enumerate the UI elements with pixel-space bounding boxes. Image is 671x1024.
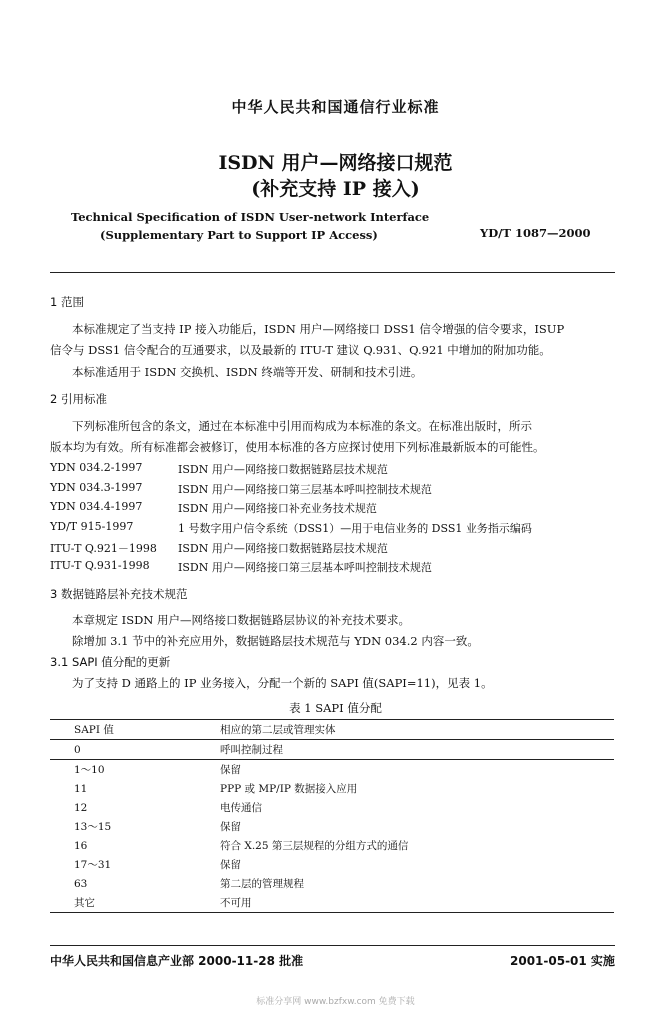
subsection-heading: 3.1 SAPI 值分配的更新 (50, 655, 171, 669)
table-row (50, 893, 614, 913)
section-3-heading: 3 数据链路层补充技术规范 (50, 587, 188, 601)
table-cell: 0 (50, 740, 214, 760)
implementation-date: 2001-05-01 实施 (510, 954, 615, 968)
sapi-table (50, 719, 614, 913)
standard-type: 中华人民共和国通信行业标准 (231, 98, 440, 116)
english-subtitle: (Supplementary Part to Support IP Access) (100, 228, 378, 242)
reference-title: ISDN 用户—网络接口第三层基本呼叫控制技术规范 (178, 561, 432, 574)
reference-code: YDN 034.2-1997 (50, 461, 143, 474)
table-cell: 13～15 (74, 821, 112, 833)
paragraph: 为了支持 D 通路上的 IP 业务接入，分配一个新的 SAPI 值(SAPI=11)，见表 1。 (72, 676, 493, 690)
table-cell: 第二层的管理规程 (220, 878, 304, 890)
footer-divider (50, 945, 615, 946)
approval-line: 中华人民共和国信息产业部 2000-11-28 批准 (50, 954, 304, 968)
section-2-heading: 2 引用标准 (50, 392, 107, 406)
reference-title: ISDN 用户—网络接口数据链路层技术规范 (178, 463, 388, 476)
table-cell: PPP 或 MP/IP 数据接入应用 (220, 783, 358, 795)
table-cell: 保留 (220, 821, 241, 833)
paragraph: 信令与 DSS1 信令配合的互通要求，以及最新的 ITU-T 建议 Q.931、Q.921 中增加的附加功能。 (50, 343, 551, 357)
column-header: SAPI 值 (74, 724, 114, 736)
watermark-text: 标准分享网 www.bzfxw.com 免费下载 (256, 997, 415, 1007)
table-row (50, 874, 614, 893)
table-cell: 11 (74, 782, 88, 795)
table-cell: 其它 (74, 897, 95, 909)
paragraph: 下列标准所包含的条文，通过在本标准中引用而构成为本标准的条文。在标准出版时，所示 (72, 419, 532, 433)
paragraph: 本章规定 ISDN 用户—网络接口数据链路层协议的补充技术要求。 (72, 613, 411, 627)
standard-number: YD/T 1087—2000 (480, 226, 591, 240)
section-1-heading: 1 范围 (50, 295, 84, 309)
reference-code: YD/T 915-1997 (50, 520, 134, 533)
table-row (50, 798, 614, 817)
paragraph: 版本均为有效。所有标准都会被修订，使用本标准的各方应探讨使用下列标准最新版本的可能性。 (50, 440, 545, 454)
reference-code: ITU-T Q.921－1998 (50, 542, 157, 555)
table-row (50, 779, 614, 798)
table-cell: 呼叫控制过程 (214, 740, 614, 760)
document-title: ISDN 用户—网络接口规范 (218, 152, 453, 174)
table-cell: 12 (74, 801, 88, 814)
reference-code: ITU-T Q.931-1998 (50, 559, 150, 572)
table-row (50, 740, 614, 760)
table-cell: 保留 (220, 764, 241, 776)
reference-title: ISDN 用户—网络接口补充业务技术规范 (178, 502, 377, 515)
table-cell: 保留 (220, 859, 241, 871)
reference-title: 1 号数字用户信令系统（DSS1）—用于电信业务的 DSS1 业务指示编码 (178, 522, 532, 535)
table-row (50, 855, 614, 874)
paragraph: 除增加 3.1 节中的补充应用外，数据链路层技术规范与 YDN 034.2 内容一致。 (72, 634, 479, 648)
reference-title: ISDN 用户—网络接口数据链路层技术规范 (178, 542, 388, 555)
table-cell: 17～31 (74, 859, 112, 871)
column-header: 相应的第二层或管理实体 (220, 724, 336, 736)
header-divider (50, 272, 615, 273)
table-row (50, 760, 614, 780)
table-cell: 不可用 (220, 897, 252, 909)
table-cell: 16 (74, 839, 88, 852)
english-title: Technical Specification of ISDN User-network Interface (71, 210, 430, 224)
reference-code: YDN 034.3-1997 (50, 481, 143, 494)
table-header-row (50, 720, 614, 740)
table-cell: 电传通信 (220, 802, 262, 814)
paragraph: 本标准规定了当支持 IP 接入功能后，ISDN 用户—网络接口 DSS1 信令增强的信令要求，ISUP (72, 322, 565, 336)
reference-title: ISDN 用户—网络接口第三层基本呼叫控制技术规范 (178, 483, 432, 496)
table-row (50, 817, 614, 836)
reference-code: YDN 034.4-1997 (50, 500, 143, 513)
table-cell: 符合 X.25 第三层规程的分组方式的通信 (220, 840, 409, 852)
document-subtitle: (补充支持 IP 接入) (251, 178, 420, 200)
table-row (50, 836, 614, 855)
table-cell: 63 (74, 877, 88, 890)
paragraph: 本标准适用于 ISDN 交换机、ISDN 终端等开发、研制和技术引进。 (72, 365, 423, 379)
table-caption: 表 1 SAPI 值分配 (289, 701, 382, 715)
table-cell: 1～10 (74, 764, 105, 776)
